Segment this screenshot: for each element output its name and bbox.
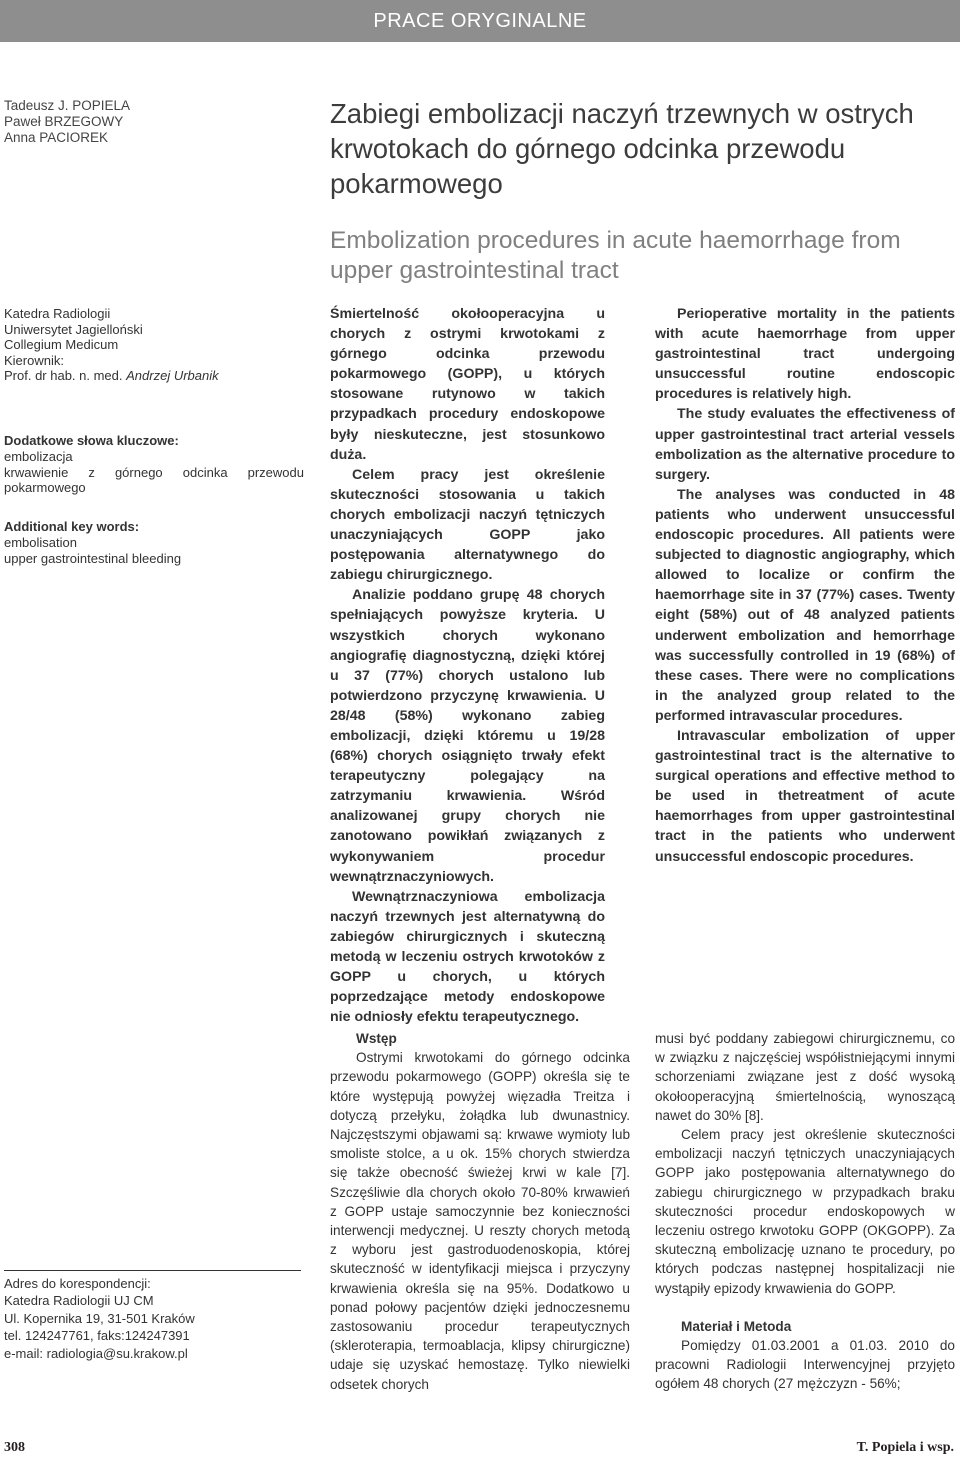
article-title-polish: Zabiegi embolizacji naczyń trzewnych w ostrych krwotokach do górnego odcinka przewodu pokarmowego — [330, 98, 914, 199]
keywords-english — [4, 519, 304, 566]
department-head — [4, 368, 304, 384]
correspondence-line: Ul. Kopernika 19, 31-501 Kraków — [4, 1310, 195, 1326]
correspondence-address — [4, 1275, 304, 1362]
affiliation-line: Kierownik: — [4, 352, 64, 368]
abstract-english — [655, 304, 955, 867]
keywords-heading: Additional key words: — [4, 519, 140, 534]
keyword-item: upper gastrointestinal bleeding — [4, 550, 182, 566]
keywords-heading: Dodatkowe słowa kluczowe: — [4, 433, 179, 448]
correspondence-line: Katedra Radiologii UJ CM — [4, 1293, 154, 1309]
section-heading: Wstęp — [356, 1031, 397, 1046]
body-paragraph: Celem pracy jest określenie skuteczności embolizacji naczyń tętniczych unaczyniających GOPP jako postępowania alternatywnego do zabiegu chirurgicznego w przypadkach braku skuteczności procedur endoskopowych w leczeniu ostrego krwotoku GOPP (OKGOPP). Za skuteczną embolizację uznano te procedury, po których podczas następnej hospitalizacji nie wystąpiły epizody krwawienia do GOPP. — [655, 1127, 955, 1296]
body-column-right — [655, 1029, 955, 1394]
keywords-polish — [4, 433, 304, 496]
correspondence-divider — [4, 1270, 301, 1271]
abstract-paragraph: Analizie poddano grupę 48 chorych spełniających powyższe kryteria. U wszystkich chorych wykonano angiografię diagnostyczną, dzięki której u 37 (77%) chorych ustalono lub potwierdzono przyczynę krwawienia. U 28/48 (58%) wykonano zabieg embolizacji, dzięki któremu u 19/28 (68%) chorych osiągnięto trwały efekt terapeutyczny polegający na zatrzymaniu krwawienia. Wśród analizowanej grupy chorych nie zanotowano powikłań związanych z wykonywaniem procedur wewnątrznaczyniowych. — [330, 587, 605, 885]
body-paragraph: Ostrymi krwotokami do górnego odcinka przewodu pokarmowego (GOPP) określa się te które występują powyżej więzadła Treitza i dotyczą przełyku, żołądka lub dwunastnicy. Najczęstszymi objawami są: krwawe wymioty lub smoliste stolce, a u ok. 15% chorych stwierdza się także obecność świeżej krwi w kale [7]. Szczęśliwie dla chorych około 70-80% krwawień z GOPP ustaje samoczynnie bez konieczności interwencji medycznej. U reszty chorych metodą z wyboru jest gastroduodenoskopia, której skuteczność w identyfikacji miejsca i przyczyny krwawienia określa się na 95%. Dodatkowo u ponad połowy pacjentów dzięki jednoczesnemu zastosowaniu procedur terapeutycznych (skleroterapia, termoablacja, klipsy chirurgiczne) udaje się uzyskać hemostazę. Tylko niewielki odsetek chorych — [330, 1050, 630, 1392]
author-name: Anna PACIOREK — [4, 130, 109, 145]
author-name: Tadeusz J. POPIELA — [4, 98, 131, 113]
abstract-paragraph: Intravascular embolization of upper gastrointestinal tract is the alternative to surgical operations and effective method to be used in thetreatment of acute haemorrhages from upper gastrointestinal tract in the patients who underwent unsuccessful endoscopic procedures. — [655, 727, 955, 865]
author-name: Paweł BRZEGOWY — [4, 114, 124, 129]
body-paragraph: musi być poddany zabiegowi chirurgicznemu, co w związku z najczęściej współistniejącymi innymi schorzeniami związane jest z dość wysoką okołooperacyjną śmiertelnością, wynoszącą nawet do 30% [8]. — [655, 1031, 955, 1123]
keyword-item: krwawienie z górnego odcinka przewodu pokarmowego — [4, 464, 304, 496]
body-paragraph: Pomiędzy 01.03.2001 a 01.03. 2010 do pracowni Radiologii Interwencyjnej przyjęto ogółem 48 chorych (27 mężczyzn - 56%; — [655, 1338, 955, 1392]
abstract-paragraph: Wewnątrznaczyniowa embolizacja naczyń trzewnych jest alternatywną do zabiegów chirurgicznych i skuteczną metodą w leczeniu ostrych krwotoków z GOPP u chorych, u których poprzedzające metody endoskopowe nie odniosły efektu terapeutycznego. — [330, 888, 605, 1026]
abstract-paragraph: Śmiertelność okołooperacyjna u chorych z ostrymi krwotokami z górnego odcinka przewodu pokarmowego (GOPP), u których stosowane rutynowo w takich przypadkach procedury endoskopowe były nieskuteczne, jest stosunkowo duża. — [330, 306, 605, 463]
body-column-middle — [330, 1029, 630, 1394]
abstract-polish — [330, 304, 605, 1027]
affiliation-line: Uniwersytet Jagielloński — [4, 321, 143, 337]
head-title: Prof. dr hab. n. med. — [4, 368, 123, 383]
keyword-item: embolisation — [4, 534, 77, 550]
correspondence-line: tel. 124247761, faks:124247391 — [4, 1328, 190, 1344]
affiliation-line: Katedra Radiologii — [4, 306, 111, 321]
keyword-item: embolizacja — [4, 448, 73, 464]
section-banner: PRACE ORYGINALNE — [0, 0, 960, 42]
abstract-paragraph: The study evaluates the effectiveness of upper gastrointestinal tract arterial vessels embolization as the alternative procedure to surgery. — [655, 406, 955, 483]
author-list — [4, 98, 264, 146]
correspondence-email: e-mail: radiologia@su.krakow.pl — [4, 1345, 188, 1361]
section-heading: Materiał i Metoda — [681, 1318, 792, 1334]
abstract-paragraph: Perioperative mortality in the patients with acute haemorrhage from upper gastrointestinal tract undergoing unsuccessful routine endoscopic procedures is relatively high. — [655, 306, 955, 403]
abstract-paragraph: The analyses was conducted in 48 patients who underwent unsuccessful endoscopic procedures. All patients were subjected to diagnostic angiography, which allowed to localize or confirm the haemorrhage site in 37 (77%) cases. Twenty eight (58%) out of 48 analyzed patients underwent embolization and hemorrhage was successfully controlled in 19 (68%) of these cases. There were no complications in the analyzed group related to the performed intravascular procedures. — [655, 486, 955, 724]
running-head: T. Popiela i wsp. — [856, 1440, 954, 1455]
head-name: Andrzej Urbanik — [126, 368, 219, 383]
abstract-paragraph: Celem pracy jest określenie skuteczności stosowania u takich chorych embolizacji naczyń tętniczych unaczyniających GOPP jako postępowania alternatywnego do zabiegu chirurgicznego. — [330, 466, 605, 584]
article-title-english: Embolization procedures in acute haemorrhage from upper gastrointestinal tract — [330, 227, 901, 284]
affiliation-line: Collegium Medicum — [4, 337, 119, 352]
page-number: 308 — [4, 1440, 25, 1455]
affiliation — [4, 306, 304, 384]
correspondence-line: Adres do korespondencji: — [4, 1276, 151, 1291]
